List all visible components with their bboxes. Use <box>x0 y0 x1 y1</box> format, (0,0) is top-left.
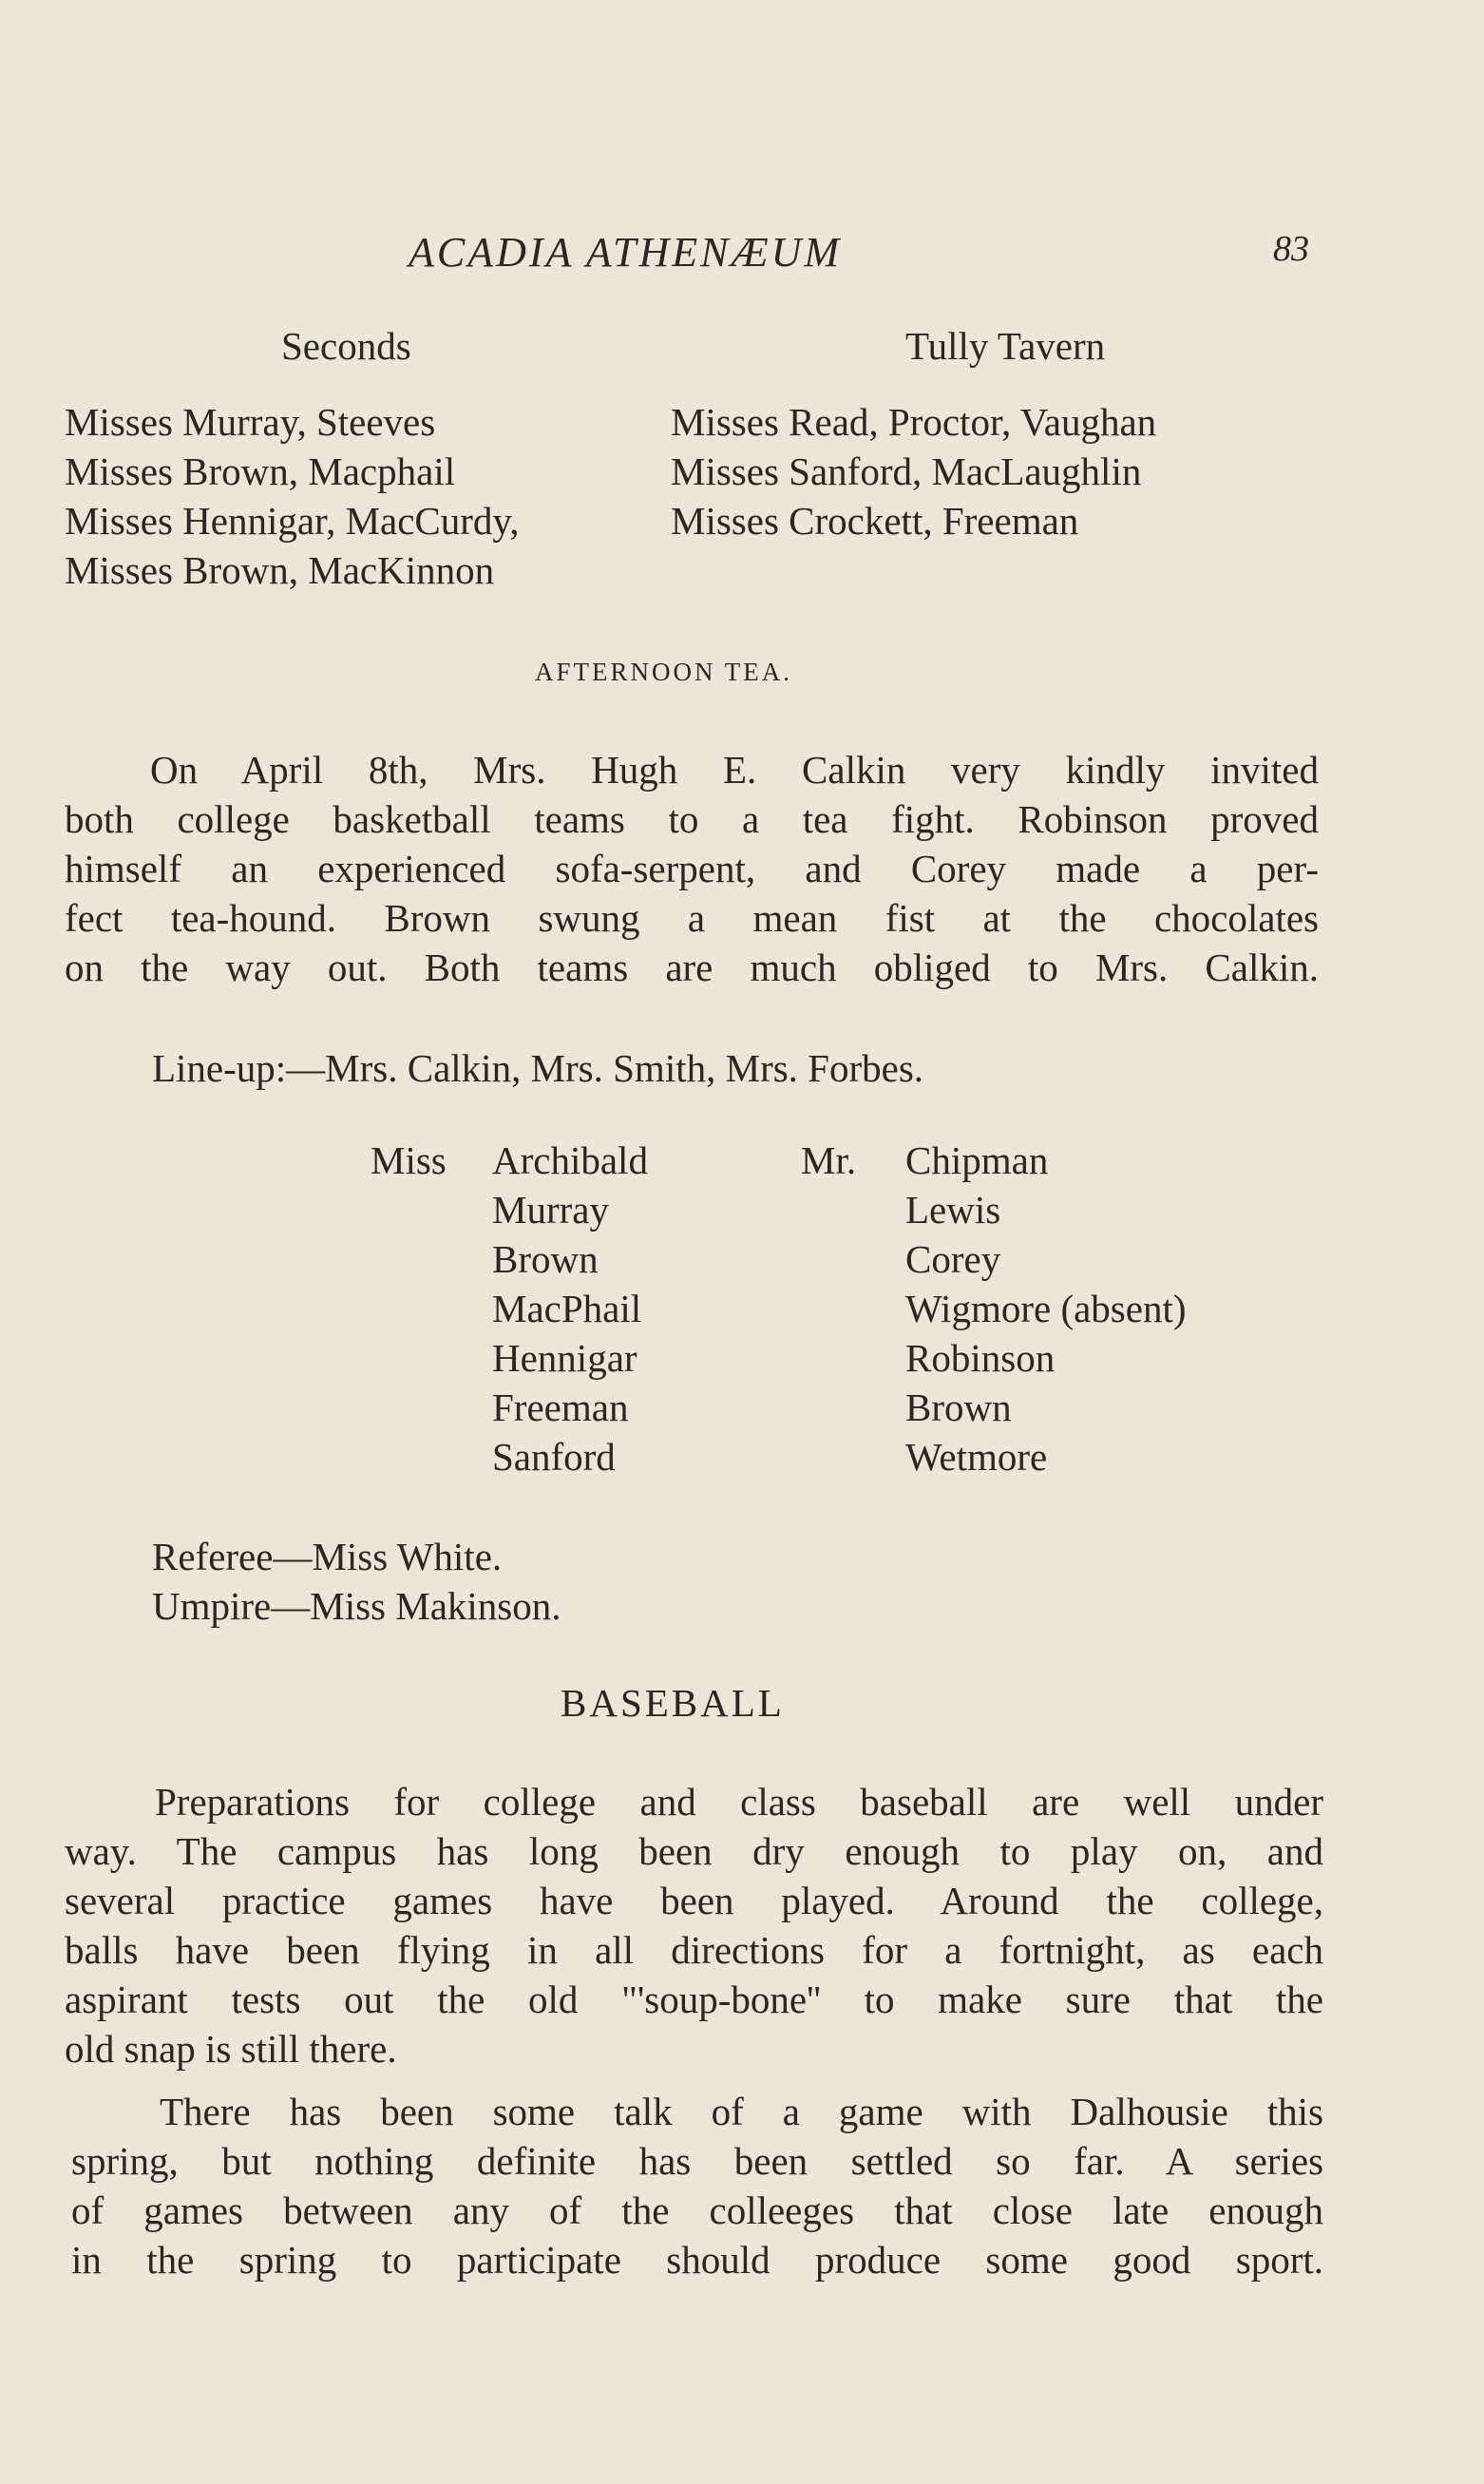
lineup-miss-name: Sanford <box>492 1435 616 1479</box>
lineup-miss-name: MacPhail <box>492 1287 642 1330</box>
text-line: in the spring to participate should produce some good sport. <box>71 2238 1323 2282</box>
text-line: spring, but nothing definite has been settled so far. A series <box>71 2139 1323 2183</box>
team-row-left: Misses Brown, MacKinnon <box>65 548 495 592</box>
lineup-mr-name: Corey <box>905 1237 1001 1281</box>
text-line: old snap is still there. <box>65 2027 397 2071</box>
lineup-miss-name: Brown <box>492 1237 599 1281</box>
lineup-mr-name: Chipman <box>905 1138 1049 1182</box>
text-line: both college basketball teams to a tea fight. Robinson proved <box>65 797 1319 841</box>
team-row-right: Misses Crockett, Freeman <box>671 499 1079 543</box>
lineup-miss-name: Freeman <box>492 1385 629 1429</box>
text-line: Preparations for college and class baseball are well under <box>155 1780 1323 1824</box>
mr-label: Mr. <box>801 1138 857 1182</box>
lineup-miss-name: Murray <box>492 1188 609 1232</box>
lineup-mr-name: Lewis <box>905 1188 1001 1232</box>
running-title: ACADIA ATHENÆUM <box>409 229 843 276</box>
text-line: fect tea-hound. Brown swung a mean fist at the chocolates <box>65 896 1319 940</box>
lineup-miss-name: Hennigar <box>492 1336 637 1380</box>
team-row-left: Misses Hennigar, MacCurdy, <box>65 499 520 543</box>
team-heading-seconds: Seconds <box>281 324 411 368</box>
miss-label: Miss <box>371 1138 447 1182</box>
section-heading-baseball: BASEBALL <box>561 1681 785 1725</box>
team-row-left: Misses Brown, Macphail <box>65 449 456 493</box>
lineup-mr-name: Robinson <box>905 1336 1056 1380</box>
text-line: on the way out. Both teams are much obliged to Mrs. Calkin. <box>65 946 1319 989</box>
section-heading-afternoon-tea: AFTERNOON TEA. <box>535 658 792 686</box>
text-line: aspirant tests out the old "'soup-bone'' to make sure that the <box>65 1978 1323 2021</box>
team-heading-tully-tavern: Tully Tavern <box>905 324 1106 368</box>
text-line: himself an experienced sofa-serpent, and Corey made a per- <box>65 847 1319 890</box>
baseball-paragraph-1 <box>65 1777 1323 2073</box>
umpire-line: Umpire—Miss Makinson. <box>152 1584 561 1628</box>
lineup-mr-name: Brown <box>905 1385 1012 1429</box>
text-line: of games between any of the colleeges that close late enough <box>71 2188 1323 2232</box>
baseball-paragraph-2 <box>71 2087 1323 2284</box>
text-line: several practice games have been played. Around the college, <box>65 1879 1323 1922</box>
team-row-right: Misses Read, Proctor, Vaughan <box>671 400 1157 444</box>
team-row-right: Misses Sanford, MacLaughlin <box>671 449 1142 493</box>
tea-paragraph <box>65 745 1319 992</box>
referee-line: Referee—Miss White. <box>152 1535 503 1578</box>
text-line: On April 8th, Mrs. Hugh E. Calkin very kindly invited <box>150 748 1319 792</box>
text-line: balls have been flying in all directions for a fortnight, as each <box>65 1928 1323 1972</box>
team-row-left: Misses Murray, Steeves <box>65 400 436 444</box>
text-line: There has been some talk of a game with Dalhousie this <box>160 2090 1323 2133</box>
lineup-line: Line-up:—Mrs. Calkin, Mrs. Smith, Mrs. Forbes. <box>152 1046 924 1090</box>
lineup-mr-name: Wetmore <box>905 1435 1048 1479</box>
lineup-mr-name: Wigmore (absent) <box>905 1287 1187 1330</box>
page-number: 83 <box>1273 229 1309 269</box>
text-line: way. The campus has long been dry enough to play on, and <box>65 1829 1323 1873</box>
lineup-miss-name: Archibald <box>492 1138 648 1182</box>
